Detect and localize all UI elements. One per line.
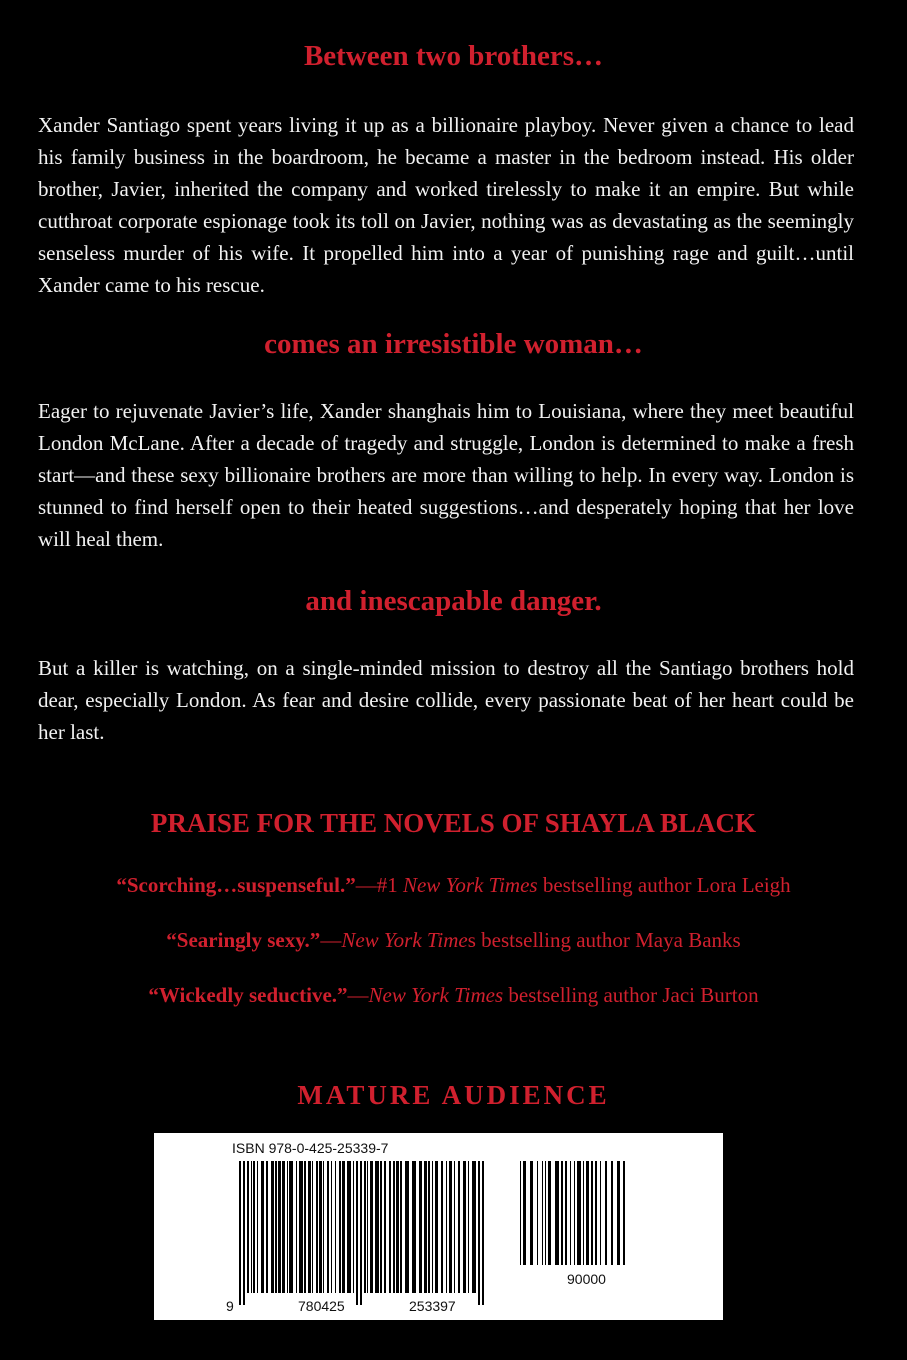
barcode-bar: [472, 1161, 476, 1293]
barcode-bar: [605, 1161, 607, 1265]
barcode-bar: [331, 1161, 332, 1293]
barcode-bar: [432, 1161, 433, 1293]
section-heading-2: comes an irresistible woman…: [264, 328, 643, 360]
barcode-right-group: 253397: [409, 1298, 456, 1314]
section-heading-3: and inescapable danger.: [305, 585, 602, 617]
barcode-bar: [342, 1161, 345, 1293]
barcode-bar: [463, 1161, 466, 1293]
barcode-bar: [428, 1161, 430, 1293]
praise-quote-3: [0, 985, 907, 1006]
barcode-bar: [380, 1161, 382, 1293]
barcode-bar: [347, 1161, 351, 1293]
barcode-bar: [570, 1161, 571, 1265]
barcode-bar: [275, 1161, 277, 1293]
barcode-bar: [441, 1161, 443, 1293]
barcode-bar: [561, 1161, 563, 1265]
barcode-left-group: 780425: [298, 1298, 345, 1314]
praise-title: PRAISE FOR THE NOVELS OF SHAYLA BLACK: [150, 808, 757, 838]
barcode-bar: [243, 1161, 245, 1305]
barcode-bar: [289, 1161, 293, 1293]
barcode-bar: [446, 1161, 447, 1293]
barcode-bar: [542, 1161, 543, 1265]
barcode-bar: [458, 1161, 460, 1293]
barcode-bar: [468, 1161, 469, 1293]
quote-dash: —: [320, 928, 342, 952]
section-heading-1: Between two brothers…: [303, 40, 604, 72]
barcode-bar: [370, 1161, 373, 1293]
barcode-bar: [523, 1161, 526, 1265]
barcode-bar: [323, 1161, 324, 1293]
quote-dash: —#1: [355, 873, 403, 897]
barcode-bar: [266, 1161, 268, 1293]
quote-paper: New York Time: [341, 928, 468, 952]
barcode-bar: [520, 1161, 521, 1265]
barcode-bar: [261, 1161, 264, 1293]
barcode-bar: [304, 1161, 306, 1293]
barcode-lead-digit: 9: [226, 1298, 234, 1314]
barcode-bar: [282, 1161, 285, 1293]
praise-quote-2: [0, 930, 907, 951]
barcode-bar: [545, 1161, 546, 1265]
barcode-bar: [364, 1161, 366, 1293]
barcode-bar: [577, 1161, 581, 1265]
barcode-bar: [384, 1161, 386, 1293]
barcode-bar: [623, 1161, 625, 1265]
isbn-text: ISBN 978-0-425-25339-7: [232, 1140, 389, 1156]
quote-attribution: bestselling author Jaci Burton: [503, 983, 759, 1007]
barcode-bar: [565, 1161, 567, 1265]
barcode-bar: [555, 1161, 559, 1265]
barcode-bar: [530, 1161, 533, 1265]
barcode-bar: [548, 1161, 551, 1265]
barcode-bar: [478, 1161, 480, 1305]
barcode-bar: [600, 1161, 601, 1265]
barcode-bar: [299, 1161, 303, 1293]
barcode-bar: [583, 1161, 584, 1265]
barcode-bar: [586, 1161, 589, 1265]
barcode-bar: [367, 1161, 368, 1293]
barcode-bar: [251, 1161, 252, 1293]
barcode-bar: [339, 1161, 341, 1293]
barcode-bar: [287, 1161, 288, 1293]
barcode-bar: [617, 1161, 620, 1265]
barcode-bar: [393, 1161, 395, 1293]
mature-audience-label: MATURE AUDIENCE: [297, 1080, 610, 1110]
barcode-bar: [449, 1161, 452, 1293]
quote-paper: New York Times: [368, 983, 504, 1007]
barcode-addon: 90000: [567, 1271, 606, 1287]
quote-text: “Scorching…suspenseful.”: [116, 873, 356, 897]
synopsis-paragraph-3: But a killer is watching, on a single-minded mission to destroy all the Santiago brothers hold dear, especially London. As fear and desire collide, every passionate beat of her heart could be her last.: [38, 656, 854, 744]
quote-dash: —: [347, 983, 369, 1007]
barcode-bar: [591, 1161, 593, 1265]
barcode-bar: [537, 1161, 538, 1265]
barcode-bar: [405, 1161, 409, 1293]
barcode-bar: [335, 1161, 336, 1293]
barcode-bar: [278, 1161, 281, 1293]
barcode-bar: [271, 1161, 274, 1293]
barcode-bar: [611, 1161, 613, 1265]
barcode-bar: [375, 1161, 379, 1293]
barcode-bar: [247, 1161, 249, 1293]
barcode-bar: [239, 1161, 241, 1305]
barcode-bar: [396, 1161, 399, 1293]
barcode-bar: [454, 1161, 455, 1293]
quote-text: “Wickedly seductive.”: [148, 983, 348, 1007]
quote-text: “Searingly sexy.”: [166, 928, 321, 952]
barcode-bar: [574, 1161, 575, 1265]
barcode-bar: [312, 1161, 313, 1293]
quote-attribution: bestselling author Lora Leigh: [537, 873, 791, 897]
barcode-bar: [257, 1161, 258, 1293]
barcode-bar: [412, 1161, 416, 1293]
barcode-bar: [389, 1161, 391, 1293]
barcode-bar: [327, 1161, 329, 1293]
barcode-bar: [316, 1161, 318, 1293]
synopsis-paragraph-2: Eager to rejuvenate Javier’s life, Xander shanghais him to Louisiana, where they meet beautiful London McLane. After a decade of tragedy and struggle, London is determined to make a fresh start—and these sexy billionaire brothers are more than willing to help. In every way. London is stunned to find herself open to their heated suggestions…and desperately hoping that her love will heal them.: [38, 399, 854, 551]
quote-paper: New York Times: [402, 873, 538, 897]
barcode-bar: [360, 1161, 362, 1305]
barcode-bar: [424, 1161, 427, 1293]
barcode-bar: [319, 1161, 322, 1293]
barcode-bar: [482, 1161, 484, 1305]
synopsis-paragraph-1: Xander Santiago spent years living it up as a billionaire playboy. Never given a chance to lead his family business in the boardroom, he became a master in the bedroom instead. His older brother, Javier, inherited the company and worked tirelessly to make it an empire. But while cutthroat corporate espionage took its toll on Javier, nothing was as devastating as the seemingly senseless murder of his wife. It propelled him into a year of punishing rage and guilt…until Xander came to his rescue.: [38, 113, 854, 297]
praise-quote-1: [0, 875, 907, 896]
barcode-bar: [419, 1161, 422, 1293]
barcode-bar: [356, 1161, 358, 1305]
quote-attribution: s bestselling author Maya Banks: [467, 928, 741, 952]
barcode-bar: [595, 1161, 597, 1265]
barcode: [154, 1133, 723, 1320]
barcode-bar: [400, 1161, 402, 1293]
barcode-bar: [353, 1161, 354, 1293]
barcode-bars: [154, 1133, 723, 1320]
barcode-bar: [435, 1161, 438, 1293]
barcode-bar: [308, 1161, 311, 1293]
barcode-bar: [296, 1161, 297, 1293]
barcode-bar: [253, 1161, 255, 1293]
